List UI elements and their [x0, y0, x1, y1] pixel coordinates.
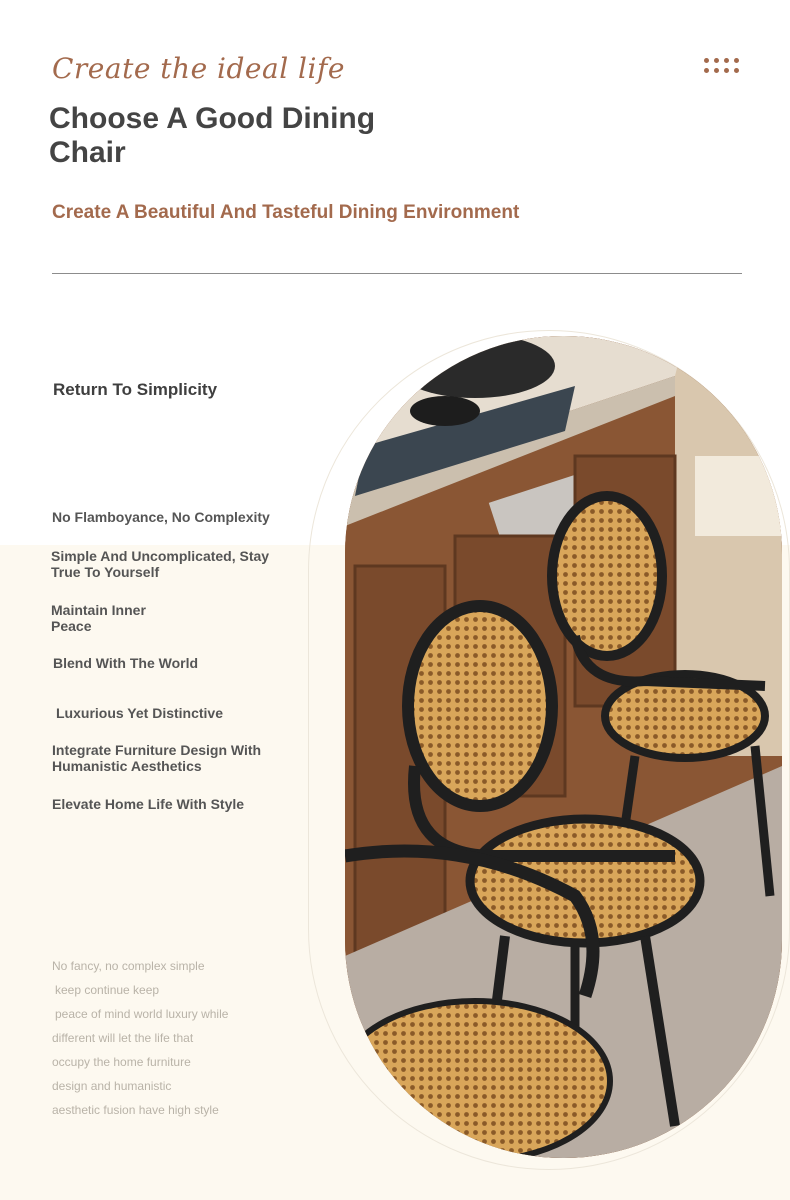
description-paragraph	[52, 954, 252, 1122]
feature-item: Maintain Inner Peace	[51, 602, 146, 634]
page-subtitle: Create A Beautiful And Tasteful Dining Environment	[52, 202, 520, 223]
feature-item: Simple And Uncomplicated, Stay True To Yourself	[51, 548, 270, 580]
section-title: Return To Simplicity	[53, 380, 218, 399]
paragraph-line: design and humanistic	[52, 1079, 172, 1093]
paragraph-line: different will let the life that	[52, 1031, 194, 1045]
paragraph-line: occupy the home furniture	[52, 1055, 191, 1069]
paragraph-line: keep continue keep	[55, 983, 160, 997]
script-tagline: Create the ideal life	[52, 52, 345, 85]
feature-item: Luxurious Yet Distinctive	[56, 705, 224, 721]
feature-item: Elevate Home Life With Style	[52, 796, 245, 812]
dots-grid-icon	[704, 58, 740, 76]
feature-item: Integrate Furniture Design With Humanistic Aesthetics	[52, 742, 262, 774]
feature-item: Blend With The World	[53, 655, 199, 671]
feature-item: No Flamboyance, No Complexity	[52, 509, 270, 525]
product-photo	[345, 336, 782, 1158]
paragraph-line: No fancy, no complex simple	[52, 959, 205, 973]
page-title: Choose A Good Dining Chair	[49, 102, 376, 169]
paragraph-line: aesthetic fusion have high style	[52, 1103, 219, 1117]
header-divider	[52, 273, 742, 274]
paragraph-line: peace of mind world luxury while	[55, 1007, 229, 1021]
